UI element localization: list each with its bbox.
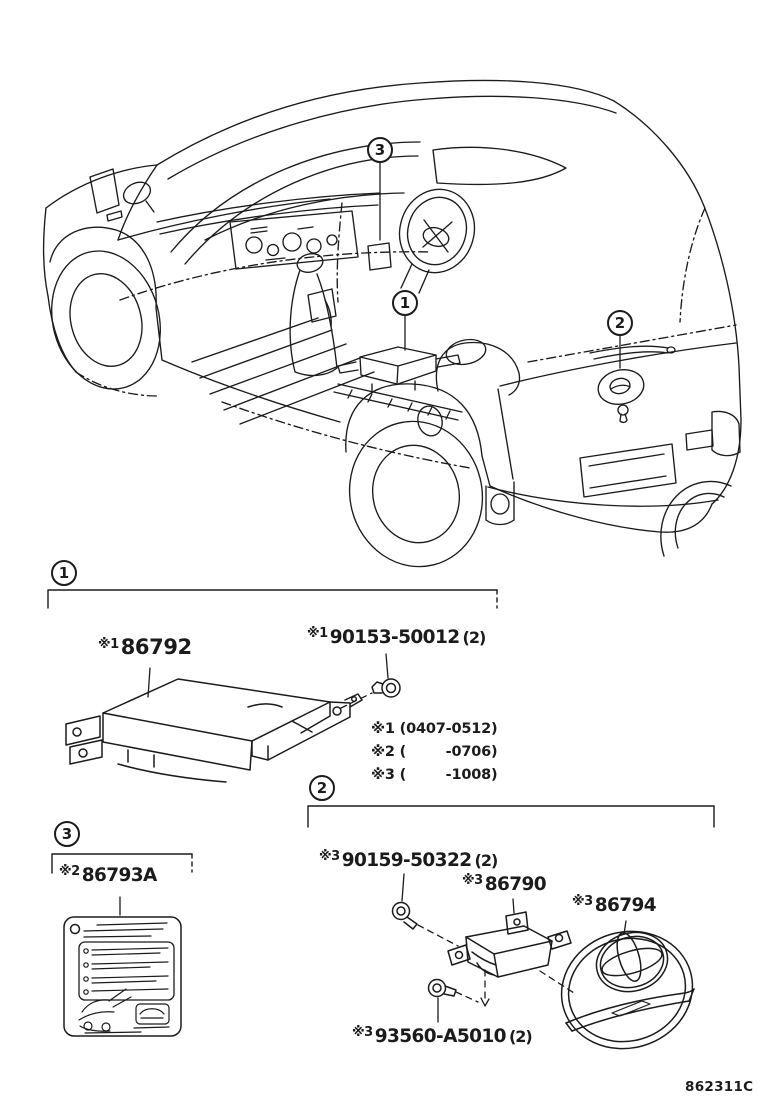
part-90153-note-mark: ※1 (307, 626, 328, 641)
arrow-tip (481, 998, 489, 1006)
part-86794-number: 86794 (594, 895, 657, 916)
part-93560-quantity: (2) (508, 1027, 532, 1046)
note-3-mark: ※3 (371, 767, 395, 783)
note-3-range: ( -1008) (399, 767, 498, 783)
car-callout-2 (607, 310, 633, 336)
part-93560-number: 93560-A5010 (374, 1026, 506, 1047)
car-callout-2-number: 2 (614, 313, 626, 332)
section-2-number: 2 (316, 778, 328, 797)
screw-90153-drawing (372, 679, 400, 697)
part-label-86792 (98, 635, 192, 659)
caution-label-86793a-drawing (64, 917, 181, 1036)
transponder-amplifier-in-car (368, 243, 391, 270)
figure-code: 862311C (685, 1079, 754, 1095)
note-1-range: (0407-0512) (399, 721, 498, 737)
part-86790-number: 86790 (484, 874, 547, 895)
label-pictograms (79, 989, 169, 1033)
car-callout-1 (392, 290, 418, 316)
part-86792-number: 86792 (120, 635, 192, 659)
emblem-86794-drawing (548, 916, 707, 1064)
part-label-93560-A5010 (352, 1025, 532, 1047)
transmitter-86790-drawing (448, 912, 571, 977)
section-1-bracket (48, 590, 497, 608)
section-2-marker (309, 775, 335, 801)
section-1-marker (51, 560, 77, 586)
note-2-range: ( -0706) (399, 744, 498, 760)
part-86794-note-mark: ※3 (572, 894, 593, 909)
note-1-mark: ※1 (371, 721, 395, 737)
toyota-logo-icon (589, 924, 674, 1000)
part-93560-note-mark: ※3 (352, 1025, 373, 1040)
note-row-3 (371, 764, 497, 787)
part-86793a-note-mark: ※2 (59, 864, 80, 879)
part-86792-note-mark: ※1 (98, 637, 119, 652)
section-3-number: 3 (61, 824, 73, 843)
car-callout-3 (367, 137, 393, 163)
part-90153-number: 90153-50012 (329, 627, 460, 648)
rear-emblem-in-car (595, 366, 647, 423)
part-label-86793A (59, 864, 157, 886)
note-2-mark: ※2 (371, 744, 395, 760)
part-86793a-number: 86793A (81, 865, 157, 886)
label-text-lines (84, 948, 168, 994)
part-90159-number: 90159-50322 (341, 850, 472, 871)
part-90159-note-mark: ※3 (319, 849, 340, 864)
screw-90159-drawing (393, 903, 418, 930)
part-90153-quantity: (2) (462, 628, 486, 647)
section-2-bracket (308, 806, 714, 827)
part-label-90159-50322 (319, 849, 497, 871)
ecu-86792-drawing (66, 679, 372, 782)
part-90159-quantity: (2) (474, 851, 498, 870)
section-3-marker (54, 821, 80, 847)
part-label-90153-50012 (307, 626, 485, 648)
part-label-86790 (462, 873, 546, 895)
label-leader-lines (120, 654, 626, 1022)
date-range-notes (371, 718, 497, 787)
section-1-number: 1 (58, 563, 70, 582)
ecu-in-car (338, 347, 460, 392)
part-86790-note-mark: ※3 (462, 873, 483, 888)
screw-93560-drawing (429, 980, 457, 997)
car-callout-1-number: 1 (399, 293, 411, 312)
part-label-86794 (572, 894, 656, 916)
car-callout-3-number: 3 (374, 140, 386, 159)
callout-leader-lines (380, 163, 620, 368)
note-row-2 (371, 741, 497, 764)
note-row-1 (371, 718, 497, 741)
